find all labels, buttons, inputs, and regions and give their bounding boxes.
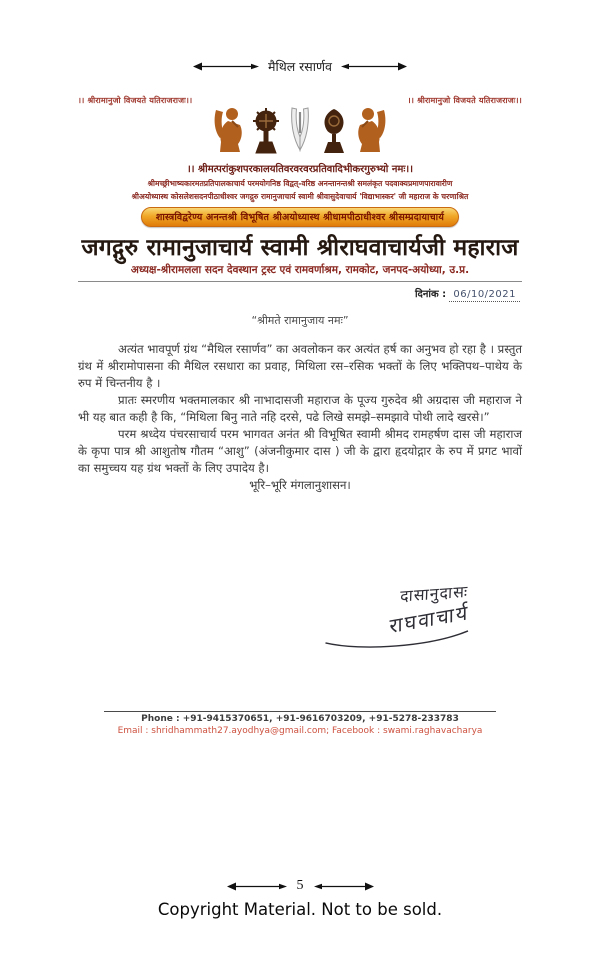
book-title: मैथिल रसार्णव (268, 59, 332, 74)
title-banner: शास्त्रविद्वरेण्य अनन्तश्री विभूषित श्रीअयोध्यास्थ श्रीधामपीठाधीश्वर श्रीसम्प्रदायाचार्य (141, 207, 459, 227)
arrow-rule-left-icon (227, 882, 287, 891)
lineage-line-1: श्रीमच्छ्रीभाष्यकारमतप्रतिपालकाचार्य परमयोगनिष्ठ विद्वत्-वरिष्ठ अनन्तानन्तश्री समलंकृत पदवाक्यप्रमाणपारावारीण (147, 179, 453, 188)
guru-salutation: ।। श्रीमत्परांकुशपरकालयतिवरवरवरप्रतिवादिभीकरगुरुभ्यो नमः।। (186, 164, 413, 175)
arrow-rule-left-icon (193, 62, 259, 71)
page-number-rule (0, 878, 600, 894)
invocation-row (78, 95, 522, 106)
signature-block (78, 581, 522, 653)
email-facebook-line: Email : shridhammath27.ayodhya@gmail.com; Facebook : swami.raghavacharya (117, 725, 483, 736)
lineage-line-2: श्रीअयोध्यास्थ कोसलेशसदनपीठाधीश्वर जगद्गुरु रामानुजाचार्य स्वामी श्रीवासुदेवाचार्य 'विद्याभास्कर' जी महाराज के चरणाश्रित (131, 192, 469, 201)
paragraph-3: परम श्रध्देय पंचरसाचार्य परम भागवत अनंत श्री विभूषित स्वामी श्रीमद रामहर्षण दास जी महाराज के कृपा पात्र श्री आशुतोष गौतम “आशु” (अंजनीकुमार दास ) जी के द्वारा हृदयोद्गार के रुप में प्रगट भावों का समुच्चय यह ग्रंथ भक्तों के लिए उपादेय है। (78, 427, 522, 475)
tilak-icon (288, 106, 312, 159)
invocation-right: ।। श्रीरामानुजो विजयते यतिराजराजः।। (407, 96, 522, 105)
signature-salutation: दासानुदासः (399, 581, 469, 606)
letter-scan (78, 95, 522, 737)
banner-wrap (78, 207, 522, 227)
closing-benediction: भूरि–भूरि मंगलानुशासन। (249, 478, 351, 492)
contact-footer (104, 711, 496, 737)
page-number: 5 (296, 878, 304, 893)
letterhead-emblems (78, 107, 522, 159)
letterhead-name: जगद्गुरु रामानुजाचार्य स्वामी श्रीराघवाचार्यजी महाराज (81, 235, 519, 261)
paragraph-2: प्रातः स्मरणीय भक्तमालकार श्री नाभादासजी महाराज के पूज्य गुरुदेव श्री अग्रदास जी महाराज ने भी यह बात कही है कि, “मिथिला बिनु नाते नहि दरसे, पढे लिखे समझे–समझावे पोथी लादे खरसे।” (78, 393, 522, 424)
date-label: दिनांक : (414, 289, 447, 300)
invocation-left: ।। श्रीरामानुजो विजयते यतिराजराजः।। (78, 96, 193, 105)
garuda-kneeling-icon (210, 105, 244, 159)
copyright-notice: Copyright Material. Not to be sold. (157, 900, 443, 919)
chakra-emblem-icon (251, 108, 281, 159)
arrow-rule-right-icon (341, 62, 407, 71)
shankha-emblem-icon (319, 108, 349, 159)
running-head (0, 58, 600, 75)
paragraph-1: अत्यंत भावपूर्ण ग्रंथ “मैथिल रसार्णव” का अवलोकन कर अत्यंत हर्ष का अनुभव हो रहा है । प्रस्तुत ग्रंथ में श्रीरामोपासना की मैथिल रसधारा का प्रवाह, मिथिला रस–रसिक भक्तों के लिए भक्तिपथ–पाथेय के रुप में चिन्तनीय है । (78, 342, 522, 390)
letter-heading: “श्रीमते रामानुजाय नमः” (251, 314, 349, 327)
phone-line: Phone : +91-9415370651, +91-9616703209, +91-5278-233783 (141, 714, 459, 724)
signature-name: राघवाचार्य (389, 599, 470, 639)
arrow-rule-right-icon (314, 882, 374, 891)
date-row (78, 286, 522, 300)
letter-body (78, 341, 522, 477)
hanuman-kneeling-icon (356, 105, 390, 159)
letterhead-designation: अध्यक्ष-श्रीरामलला सदन देवस्थान ट्रस्ट एवं रामवर्णाश्रम, रामकोट, जनपद-अयोध्या, उ.प्र. (78, 263, 522, 282)
date-value: 06/10/2021 (449, 289, 520, 302)
